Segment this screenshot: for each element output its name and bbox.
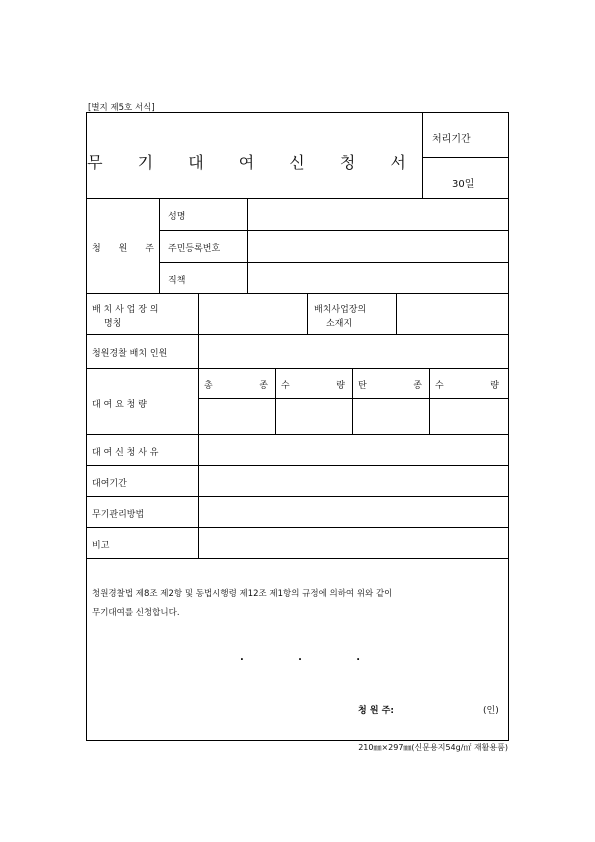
date-dot: .: [356, 652, 360, 663]
divider: [86, 368, 509, 369]
site-address-label: 배치사업장의: [314, 305, 367, 315]
applicant-label: 청 원 주: [92, 244, 154, 254]
remarks-label: 비고: [92, 541, 110, 551]
loan-quantity-label: 대 여 요 청 량: [92, 400, 147, 410]
id-number-field[interactable]: [248, 231, 508, 261]
site-name-label-line2: 명칭: [104, 319, 122, 329]
name-label: 성명: [168, 212, 186, 222]
weapon-management-label: 무기관리방법: [92, 510, 145, 520]
declaration-line-2: 무기대여를 신청합니다.: [92, 608, 180, 618]
guard-count-label: 청원경찰 배치 인원: [92, 349, 168, 359]
signer-label: 청 원 주:: [358, 706, 394, 716]
loan-period-field[interactable]: [199, 466, 508, 495]
ammo-type-field[interactable]: [353, 399, 428, 433]
loan-reason-field[interactable]: [199, 435, 508, 464]
guard-count-field[interactable]: [199, 335, 508, 367]
site-name-field[interactable]: [199, 294, 306, 333]
divider: [307, 293, 308, 334]
column-header-type: 총 종: [204, 378, 268, 391]
column-header-quantity: 수 량: [281, 381, 345, 391]
paper-spec: 210㎜×297㎜(신문용지54g/㎡ 재활용품): [358, 743, 508, 752]
site-address-label-line2: 소재지: [326, 319, 353, 329]
divider: [422, 157, 509, 158]
column-header-ammo-type: 탄 종: [358, 381, 422, 391]
declaration-line-1: 청원경찰법 제8조 제2항 및 동법시행령 제12조 제1항의 규정에 의하여 위와 같이: [92, 589, 393, 599]
weapon-type-field[interactable]: [199, 399, 274, 433]
page-title: 무 기 대 여 신 청 서: [87, 153, 421, 172]
declaration-text: [92, 585, 492, 623]
divider: [159, 198, 160, 293]
date-line: [240, 652, 360, 663]
processing-period-value: 30일: [452, 179, 475, 190]
ammo-quantity-field[interactable]: [430, 399, 508, 433]
divider: [86, 558, 509, 559]
loan-reason-label: 대 여 신 청 사 유: [92, 448, 159, 458]
column-header-type-a: 총: [204, 381, 213, 391]
name-field[interactable]: [248, 199, 508, 229]
id-number-label: 주민등록번호: [168, 244, 221, 254]
weapon-quantity-field[interactable]: [276, 399, 351, 433]
weapon-management-field[interactable]: [199, 497, 508, 526]
form-number: [별지 제5호 서식]: [88, 103, 155, 113]
column-header-ammo-quantity: 수 량: [435, 381, 499, 391]
position-field[interactable]: [248, 263, 508, 292]
site-address-field[interactable]: [397, 294, 508, 333]
date-dot: .: [240, 652, 244, 663]
processing-period-label: 처리기간: [432, 134, 471, 145]
site-name-label: 배 치 사 업 장 의: [92, 305, 159, 315]
loan-period-label: 대여기간: [92, 479, 127, 489]
remarks-field[interactable]: [199, 528, 508, 557]
seal-label: (인): [483, 706, 499, 716]
position-label: 직책: [168, 276, 186, 286]
date-dot: .: [298, 652, 302, 663]
divider: [422, 112, 423, 198]
